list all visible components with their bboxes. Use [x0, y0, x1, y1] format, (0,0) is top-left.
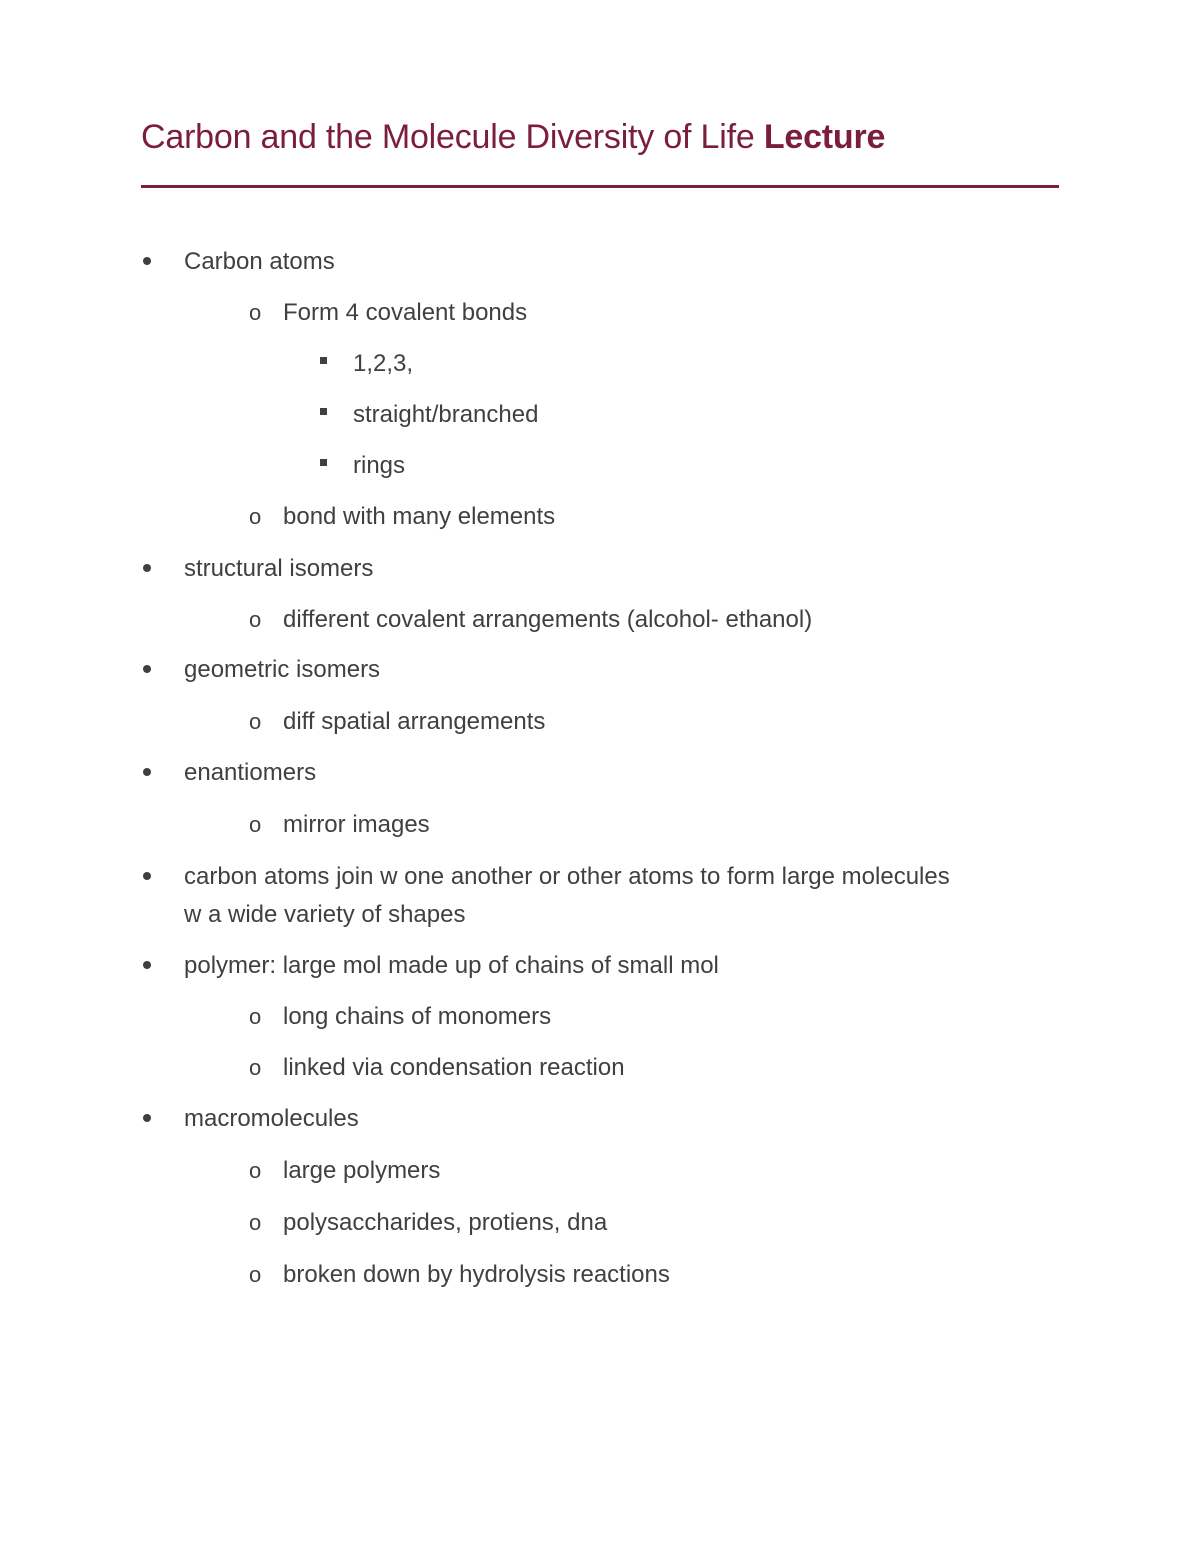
bullet-circle: o — [249, 1262, 262, 1287]
list-item: long chains of monomers — [283, 1003, 552, 1030]
list-item: straight/branched — [353, 401, 539, 428]
list-item: bond with many elements — [283, 503, 556, 530]
bullet-circle: o — [249, 1055, 262, 1080]
bullet-dot — [143, 665, 151, 673]
bullet-circle: o — [249, 300, 262, 325]
bullet-circle: o — [249, 607, 262, 632]
bullet-circle: o — [249, 504, 262, 529]
title-main: Carbon and the Molecule Diversity of Life — [141, 118, 764, 156]
list-item: different covalent arrangements (alcohol- ethanol) — [283, 606, 813, 633]
bullet-circle: o — [249, 1004, 262, 1029]
list-item: geometric isomers — [184, 656, 381, 683]
list-item: mirror images — [283, 811, 430, 838]
bullet-square — [320, 408, 327, 415]
list-item: carbon atoms join w one another or other atoms to form large molecules — [184, 863, 950, 890]
bullet-dot — [143, 564, 151, 572]
page-title — [141, 118, 885, 157]
list-item: Carbon atoms — [184, 248, 335, 275]
list-item: 1,2,3, — [353, 350, 414, 377]
list-item: Form 4 covalent bonds — [283, 299, 528, 326]
title-divider — [141, 185, 1059, 188]
bullet-circle: o — [249, 812, 262, 837]
list-item: macromolecules — [184, 1105, 359, 1132]
list-item-continuation: w a wide variety of shapes — [184, 901, 466, 928]
list-item: structural isomers — [184, 555, 374, 582]
list-item: linked via condensation reaction — [283, 1054, 625, 1081]
bullet-circle: o — [249, 1158, 262, 1183]
list-item: polysaccharides, protiens, dna — [283, 1209, 608, 1236]
bullet-dot — [143, 768, 151, 776]
bullet-circle: o — [249, 1210, 262, 1235]
list-item: enantiomers — [184, 759, 317, 786]
bullet-dot — [143, 872, 151, 880]
list-item: broken down by hydrolysis reactions — [283, 1261, 670, 1288]
title-bold: Lecture — [763, 118, 886, 156]
bullet-dot — [143, 257, 151, 265]
list-item: rings — [353, 452, 406, 479]
list-item: diff spatial arrangements — [283, 708, 546, 735]
bullet-square — [320, 459, 327, 466]
list-item: polymer: large mol made up of chains of small mol — [184, 952, 719, 979]
bullet-dot — [143, 961, 151, 969]
bullet-dot — [143, 1114, 151, 1122]
bullet-square — [320, 357, 327, 364]
list-item: large polymers — [283, 1157, 441, 1184]
bullet-circle: o — [249, 709, 262, 734]
